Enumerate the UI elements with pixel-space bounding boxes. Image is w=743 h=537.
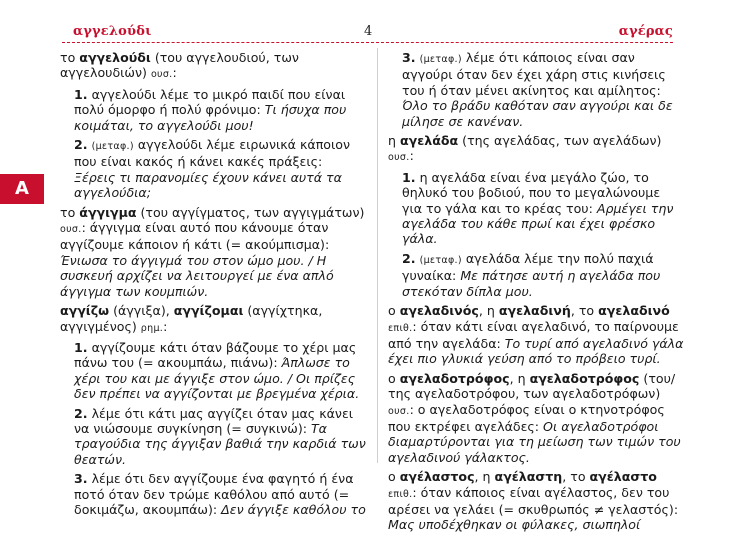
entry-sense: 1. η αγελάδα είναι ένα μεγάλο ζώο, το θηλυκό του βοδιού, που το μεγαλώνουμε για το γάλα και το κρέας του: Αρμέγει την αγελάδα του κάθε πρωί και έχει φρέσκο γάλα.: [402, 169, 674, 247]
entry-sense: 3. (μεταφ.) λέμε ότι κάποιος είναι σαν αγγούρι όταν δεν έχει χάρη στις κινήσεις του ή όταν μένει ακίνητος και αμίλητος: Όλο το βράδυ καθόταν σαν αγγούρι και δε μίλησε σε κανέναν.: [402, 50, 673, 129]
dictionary-entry: το άγγιγμα (του αγγίγματος, των αγγιγμάτων) ουσ.: άγγιγμα είναι αυτό που κάνουμε όταν αγγίζουμε κάποιον ή κάτι (= ακούμπισμα): Ένιωσα το άγγιγμά του στον ώμο μου. / Η συσκευή αρχίζει να λειτουργεί με ένα απλό άγγιγμα των κουμπιών.: [60, 204, 365, 299]
header-left-guide-word: αγγελούδι: [73, 24, 152, 39]
column-divider: [377, 48, 378, 463]
header-dashed-rule: [62, 42, 673, 43]
dictionary-entry: αγγίζω (άγγιξα), αγγίζομαι (αγγίχτηκα, αγγιγμένος) ρημ.:: [60, 303, 323, 334]
dictionary-entry: ο αγελαδοτρόφος, η αγελαδοτρόφος (του/της αγελαδοτρόφου, των αγελαδοτρόφων) ουσ.: ο αγελαδοτρόφος είναι ο κτηνοτρόφος που εκτρέφει αγελάδες: Οι αγελαδοτρόφοι διαμαρτύρονται για τη μείωση των τιμών του αγελαδινού γάλακτος.: [388, 370, 681, 465]
entry-sense: 2. (μεταφ.) αγγελούδι λέμε ειρωνικά κάποιον που είναι κακός ή κάνει κακές πράξεις: Ξέρεις τι παρανομίες έχουν κάνει αυτά τα αγγελούδια;: [74, 137, 351, 201]
dictionary-entry: η αγελάδα (της αγελάδας, των αγελάδων) ουσ.:: [388, 133, 662, 164]
entry-sense: 3. λέμε ότι δεν αγγίζουμε ένα φαγητό ή ένα ποτό όταν δεν τρώμε καθόλου από αυτό (= δοκιμάζω, ακουμπάω): Δεν άγγιξε καθόλου το: [74, 471, 366, 517]
letter-thumb-tab: Α: [0, 174, 44, 204]
entry-sense: 2. λέμε ότι κάτι μας αγγίζει όταν μας κάνει να νιώσουμε συγκίνηση (= συγκινώ): Τα τραγούδια της άγγιξαν βαθιά την καρδιά των θεατών.: [74, 405, 366, 467]
dictionary-entry: ο αγέλαστος, η αγέλαστη, το αγέλαστο επιθ.: όταν κάποιος είναι αγέλαστος, δεν του αρέσει να γελάει (= σκυθρωπός ≠ γελαστός): Μας υποδέχθηκαν οι φύλακες, σιωπηλοί: [388, 469, 679, 533]
page-number: 4: [364, 24, 373, 39]
left-column: [60, 50, 366, 521]
entry-sense: 1. αγγελούδι λέμε το μικρό παιδί που είναι πολύ όμορφο ή πολύ φρόνιμο: Τι ήσυχα που κοιμάται, το αγγελούδι μου!: [74, 86, 347, 133]
header-right-guide-word: αγέρας: [618, 24, 673, 39]
dictionary-entry: ο αγελαδινός, η αγελαδινή, το αγελαδινό επιθ.: όταν κάτι είναι αγελαδινό, το παίρνουμε από την αγελάδα: Το τυρί από αγελαδινό γάλα έχει πιο γλυκιά γεύση από το πρόβειο τυρί.: [388, 303, 684, 367]
entry-sense: 2. (μεταφ.) αγελάδα λέμε την πολύ παχιά γυναίκα: Με πάτησε αυτή η αγελάδα που στεκόταν δίπλα μου.: [402, 250, 661, 299]
dictionary-entry: το αγγελούδι (του αγγελουδιού, των αγγελουδιών) ουσ.:: [60, 50, 299, 81]
entry-sense: 1. αγγίζουμε κάτι όταν βάζουμε το χέρι μας πάνω του (= ακουμπάω, πιάνω): Άπλωσε το χέρι του και με άγγιξε στον ώμο. / Οι πρίζες δεν πρέπει να αγγίζονται με βρεγμένα χέρια.: [74, 339, 360, 402]
right-column: [388, 50, 684, 537]
